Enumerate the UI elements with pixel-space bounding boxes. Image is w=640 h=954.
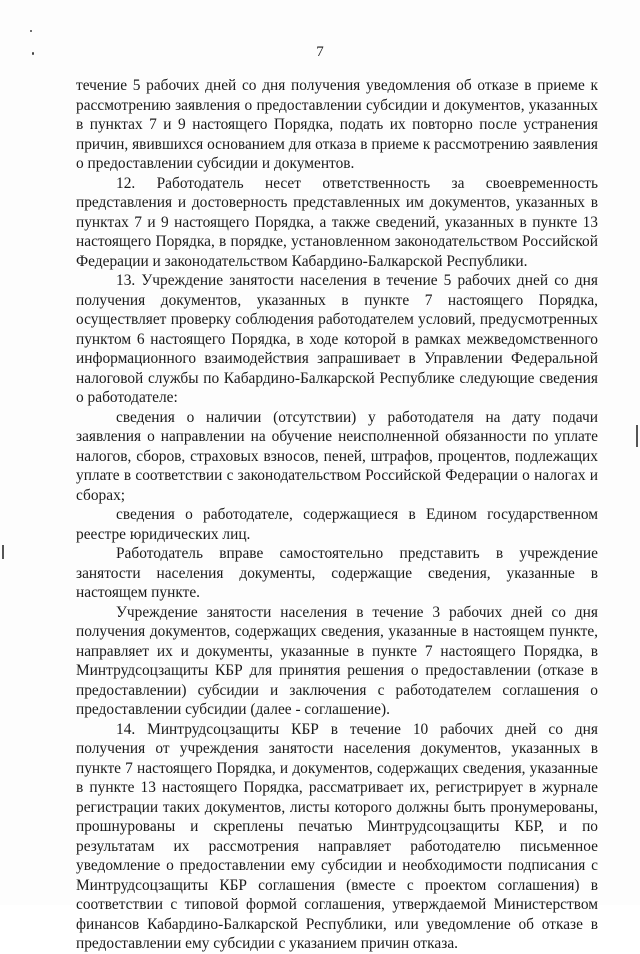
paragraph-item-13: 13. Учреждение занятости населения в течение 5 рабочих дней со дня получения документов, указанных в пункте 7 настоящего Порядка, осуществляет проверку соблюдения работодателем условий, предусмотренных пунктом 6 настоящего Порядка, в ходе которой в рамках межведомственного информационного взаимодействия запрашивает в Управлении Федеральной налоговой службы по Кабардино-Балкарской Республике следующие сведения о работодателе: (76, 272, 598, 406)
paragraph-registry-info: сведения о работодателе, содержащиеся в Едином государственном реестре юридических лиц. (76, 506, 598, 543)
scan-edge-mark (2, 545, 4, 559)
paragraph-continuation: течение 5 рабочих дней со дня получения уведомления об отказе в приеме к рассмотрению заявления о предоставлении субсидии и документов, указанных в пунктах 7 и 9 настоящего Порядка, подать их повторно после устранения причин, явившихся основанием для отказа в приеме к рассмотрению заявления о предоставлении субсидии и документов. (76, 77, 598, 172)
paragraph-forwarding: Учреждение занятости населения в течение 3 рабочих дней со дня получения документов, содержащих сведения, указанные в настоящем пункте, направляет их и документы, указанные в пункте 7 настоящего Порядка, в Минтрудсоцзащиты КБР для принятия решения о предоставлении (отказе в предоставлении) субсидии и заключения с работодателем соглашения о предоставлении субсидии (далее - соглашение). (76, 603, 598, 718)
paragraph-tax-info: сведения о наличии (отсутствии) у работодателя на дату подачи заявления о направлении на обучение неисполненной обязанности по уплате налогов, сборов, страховых взносов, пеней, штрафов, процентов, подлежащих уплате в соответствии с законодательством Российской Федерации о налогах и сборах; (76, 408, 598, 504)
document-body (76, 76, 598, 954)
paragraph-employer-right: Работодатель вправе самостоятельно представить в учреждение занятости населения документы, содержащие сведения, указанные в настоящем пункте. (76, 545, 598, 601)
paragraph-item-12: 12. Работодатель несет ответственность за своевременность представления и достоверность представленных им документов, указанных в пунктах 7 и 9 настоящего Порядка, а также сведений, указанных в пункте 13 настоящего Порядка, в порядке, установленном законодательством Российской Федерации и законодательством Кабардино-Балкарской Республики. (76, 174, 598, 270)
page-number: 7 (316, 44, 324, 60)
scan-speck (30, 30, 32, 32)
scan-edge-mark (636, 425, 638, 447)
paragraph-item-14: 14. Минтрудсоцзащиты КБР в течение 10 рабочих дней со дня получения от учреждения занятости населения документов, указанных в пункте 7 настоящего Порядка, и документов, содержащих сведения, указанные в пункте 13 настоящего Порядка, рассматривает их, регистрирует в журнале регистрации таких документов, листы которого должны быть пронумерованы, прошнурованы и скреплены печатью Минтрудсоцзащиты КБР, и по результатам их рассмотрения направляет работодателю письменное уведомление о предоставлении ему субсидии и необходимости подписания с Минтрудсоцзащиты КБР соглашения (вместе с проектом соглашения) в соответствии с типовой формой соглашения, утверждаемой Министерством финансов Кабардино-Балкарской Республики, или уведомление об отказе в предоставлении ему субсидии с указанием причин отказа. (76, 720, 598, 952)
